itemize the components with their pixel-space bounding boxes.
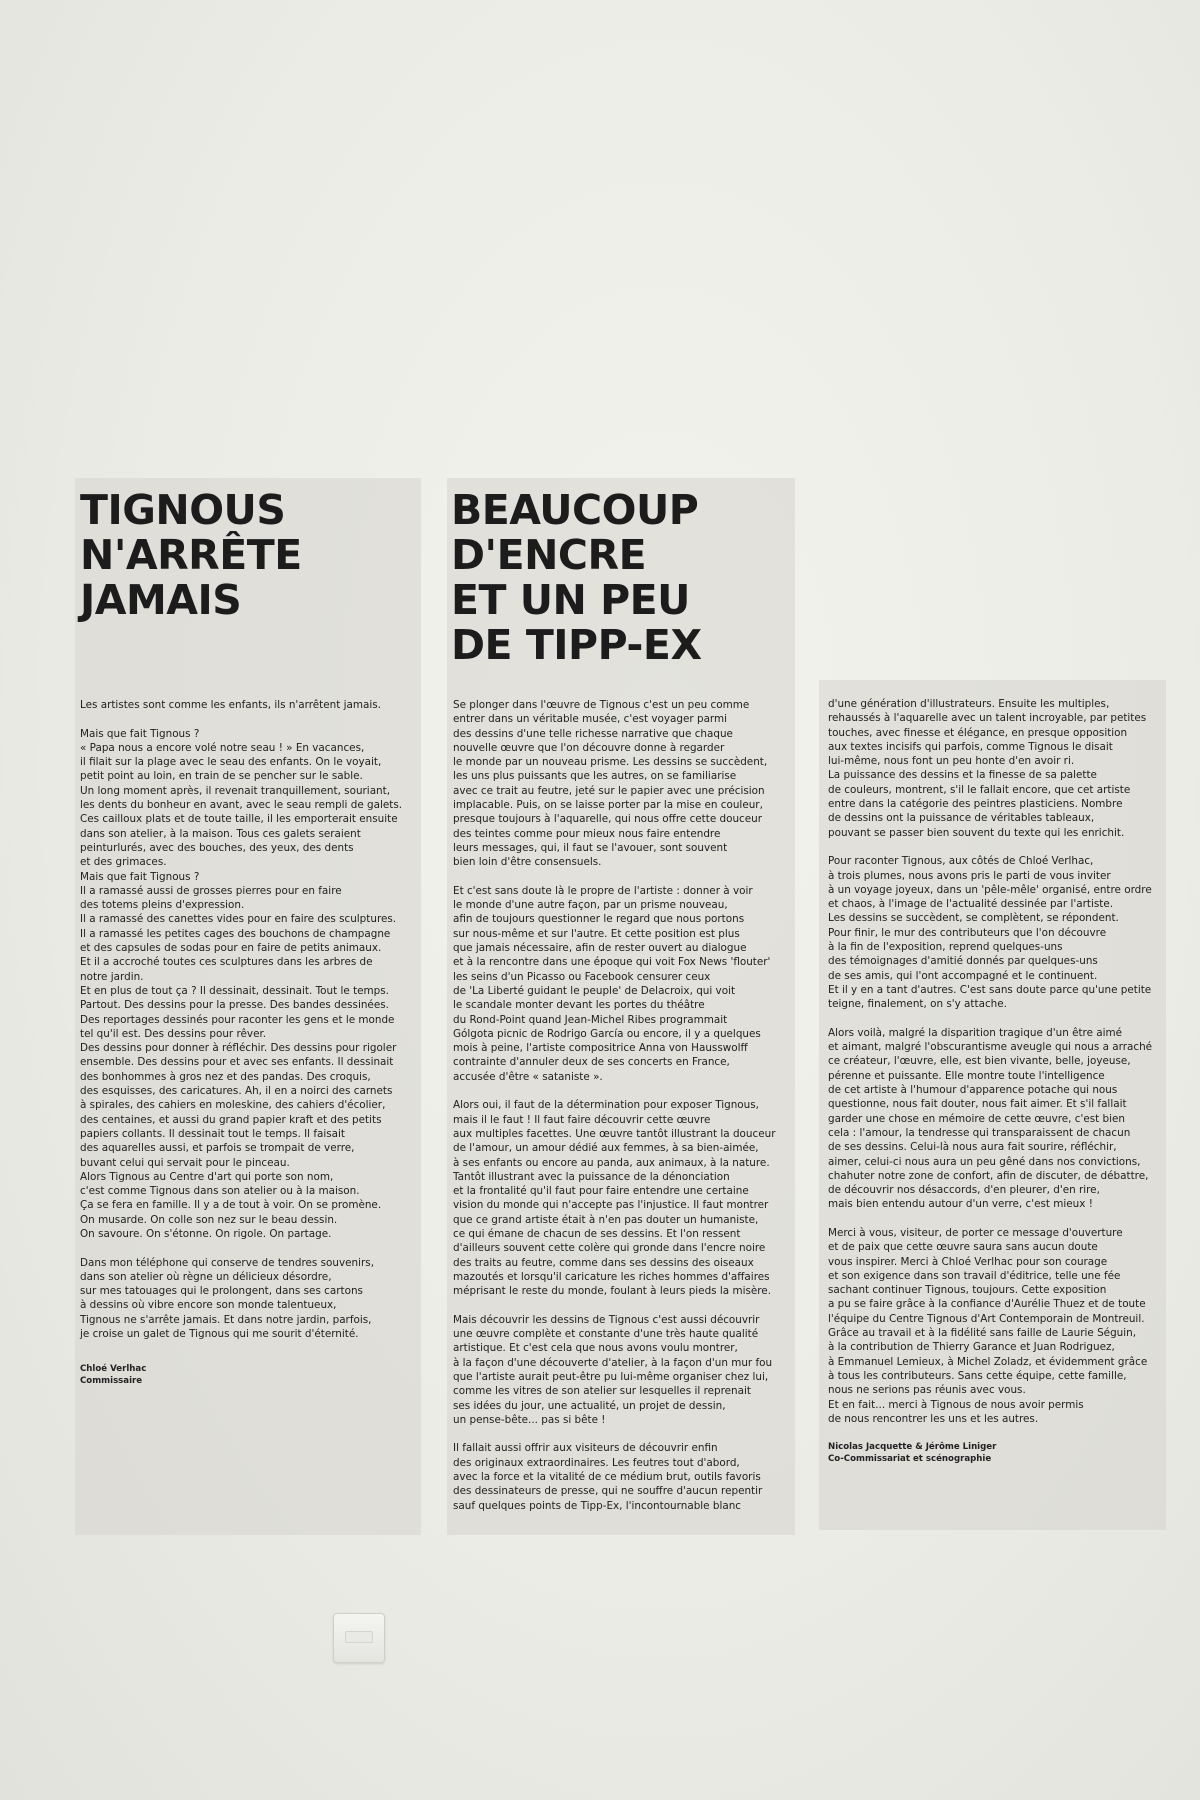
middle-heading: BEAUCOUP D'ENCRE ET UN PEU DE TIPP-EX (451, 486, 702, 669)
left-signature: Chloé Verlhac Commissaire (80, 1364, 147, 1386)
right-signature: Nicolas Jacquette & Jérôme Liniger Co-Commissariat et scénographie (828, 1442, 997, 1464)
left-body-text: Les artistes sont comme les enfants, ils n'arrêtent jamais. Mais que fait Tignous ? « Papa nous a encore volé notre seau ! » En vacances, il filait sur la plage avec le seau des enfants. On le voyait, petit point au loin, en train de se pencher sur le sable. Un long moment après, il revenait tranquillement, souriant, les dents du bonheur en avant, avec le seau rempli de galets. Ces cailloux plats et de toute taille, il les emporterait ensuite dans son atelier, à la maison. Tous ces galets seraient peinturlurés, avec des bouches, des yeux, des dents et des grimaces. Mais que fait Tignous ? Il a ramassé aussi de grosses pierres pour en faire des totems pleins d'expression. Il a ramassé des canettes vides pour en faire des sculptures. Il a ramassé les petites cages des bouchons de champagne et des capsules de sodas pour en faire de petits animaux. Et il a accroché toutes ces sculptures dans les arbres de notre jardin. Et en plus de tout ça ? Il dessinait, dessinait. Tout le temps. Partout. Des dessins pour la presse. Des bandes dessinées. Des reportages dessinés pour raconter les gens et le monde tel qu'il est. Des dessins pour rêver. Des dessins pour donner à réfléchir. Des dessins pour rigoler ensemble. Des dessins pour et avec ses enfants. Il dessinait des bonhommes à gros nez et des pandas. Des croquis, des esquisses, des caricatures. Ah, il en a noirci des carnets à spirales, des cahiers en moleskine, des cahiers d'écolier, des centaines, et aussi du grand papier kraft et des petits papiers collants. Il dessinait tout le temps. Il faisait des aquarelles aussi, et parfois se trompait de verre, buvant celui qui servait pour le pinceau. Alors Tignous au Centre d'art qui porte son nom, c'est comme Tignous dans son atelier ou à la maison. Ça se fera en famille. Il y a de tout à voir. On se promène. On musarde. On colle son nez sur le beau dessin. On savoure. On s'étonne. On rigole. On partage. Dans mon téléphone qui conserve de tendres souvenirs, dans son atelier où règne un délicieux désordre, sur mes tatouages qui le prolongent, dans ses cartons à dessins où vibre encore son monde talentueux, Tignous ne s'arrête jamais. Et dans notre jardin, parfois, je croise un galet de Tignous qui me sourit d'éternité. (80, 699, 403, 1341)
wall-outlet-plate (333, 1613, 385, 1663)
wall-outlet-slot (345, 1631, 373, 1643)
middle-body-text: Se plonger dans l'œuvre de Tignous c'est un peu comme entrer dans un véritable musée, c'est voyager parmi des dessins d'une telle richesse narrative que chaque nouvelle œuvre que l'on découvre donne à regarder le monde par un nouveau prisme. Les dessins se succèdent, les uns plus puissants que les autres, on se familiarise avec ce trait au feutre, jeté sur le papier avec une précision implacable. Puis, on se laisse porter par la mise en couleur, presque toujours à l'aquarelle, qui nous offre cette douceur des teintes comme pour mieux nous faire entendre leurs messages, qui, il faut se l'avouer, sont souvent bien loin d'être consensuels. Et c'est sans doute là le propre de l'artiste : donner à voir le monde d'une autre façon, par un prisme nouveau, afin de toujours questionner le regard que nous portons sur nous-même et sur l'autre. Et cette position est plus que jamais nécessaire, afin de rester ouvert au dialogue et à la rencontre dans une époque qui voit Fox News 'flouter' les seins d'un Picasso ou Facebook censurer ceux de 'La Liberté guidant le peuple' de Delacroix, qui voit le scandale monter devant les portes du théâtre du Rond-Point quand Jean-Michel Ribes programmait Gólgota picnic de Rodrigo García ou encore, il y a quelques mois à peine, l'artiste compositrice Anna von Hausswolff contrainte d'annuler deux de ses concerts en France, accusée d'être « sataniste ». Alors oui, il faut de la détermination pour exposer Tignous, mais il le faut ! Il faut faire découvrir cette œuvre aux multiples facettes. Une œuvre tantôt illustrant la douceur de l'amour, un amour dédié aux femmes, à sa bien-aimée, à ses enfants ou encore au panda, aux animaux, à la nature. Tantôt illustrant avec la puissance de la dénonciation et la frontalité qu'il faut pour faire entendre une certaine vision du monde qui n'accepte pas l'injustice. Il faut montrer que ce grand artiste était à n'en pas douter un humaniste, ce qui émane de chacun de ses dessins. Et l'on ressent d'ailleurs souvent cette colère qui gronde dans l'encre noire des traits au feutre, comme dans ses dessins des oiseaux mazoutés et lorsqu'il caricature les riches hommes d'affaires méprisant le reste du monde, foulant à leurs pieds la misère. Mais découvrir les dessins de Tignous c'est aussi découvrir une œuvre complète et constante d'une très haute qualité artistique. Et c'est cela que nous avons voulu montrer, à la façon d'une découverte d'atelier, à la façon d'un mur fou que l'artiste aurait peut-être pu lui-même organiser chez lui, comme les vitres de son atelier sur lesquelles il reprenait ses idées du jour, une actualité, un projet de dessin, un pense-bête... pas si bête ! Il fallait aussi offrir aux visiteurs de découvrir enfin des originaux extraordinaires. Les feutres tout d'abord, avec la force et la vitalité de ce médium brut, outils favoris des dessinateurs de presse, qui ne souffre d'aucun repentir sauf quelques points de Tipp-Ex, l'incontournable blanc (453, 699, 776, 1512)
right-body-text: d'une génération d'illustrateurs. Ensuite les multiples, rehaussés à l'aquarelle avec un talent incroyable, par petites touches, avec finesse et élégance, en presque opposition aux textes incisifs qui parfois, comme Tignous le disait lui-même, nous font un peu honte d'en avoir ri. La puissance des dessins et la finesse de sa palette de couleurs, montrent, s'il le fallait encore, que cet artiste entre dans la catégorie des peintres plasticiens. Nombre de dessins ont la puissance de véritables tableaux, pouvant se passer bien souvent du texte qui les enrichit. Pour raconter Tignous, aux côtés de Chloé Verlhac, à trois plumes, nous avons pris le parti de vous inviter à un voyage joyeux, dans un 'pêle-mêle' organisé, entre ordre et chaos, à l'image de l'actualité dessinée par l'artiste. Les dessins se succèdent, se complètent, se répondent. Pour finir, le mur des contributeurs que l'on découvre à la fin de l'exposition, reprend quelques-uns des témoignages d'amitié donnés par quelques-uns de ses amis, qui l'ont accompagné et le continuent. Et il y en a tant d'autres. C'est sans doute parce qu'une petite teigne, finalement, on s'y attache. Alors voilà, malgré la disparition tragique d'un être aimé et aimant, malgré l'obscurantisme aveugle qui nous a arraché ce créateur, l'œuvre, elle, est bien vivante, belle, joyeuse, pérenne et puissante. Elle montre toute l'intelligence de cet artiste à l'humour d'apparence potache qui nous questionne, nous fait douter, nous fait aimer. Et s'il fallait garder une chose en mémoire de cette œuvre, c'est bien cela : l'amour, la tendresse qui transparaissent de chacun de ses dessins. Celui-là nous aura fait sourire, réfléchir, aimer, celui-ci nous aura un peu gêné dans nos convictions, chahuter notre zone de confort, afin de discuter, de débattre, de découvrir nos désaccords, d'en pleurer, d'en rire, mais bien entendu autour d'un verre, c'est mieux ! Merci à vous, visiteur, de porter ce message d'ouverture et de paix que cette œuvre saura sans aucun doute vous inspirer. Merci à Chloé Verlhac pour son courage et son exigence dans son travail d'éditrice, telle une fée sachant continuer Tignous, toujours. Cette exposition a pu se faire grâce à la confiance d'Aurélie Thuez et de toute l'équipe du Centre Tignous d'Art Contemporain de Montreuil. Grâce au travail et à la fidélité sans faille de Laurie Séguin, à la contribution de Thierry Garance et Juan Rodriguez, à Emmanuel Lemieux, à Michel Zoladz, et évidemment grâce à tous les contributeurs. Sans cette équipe, cette famille, nous ne serions pas réunis avec vous. Et en fait... merci à Tignous de nous avoir permis de nous rencontrer les uns et les autres. (828, 698, 1153, 1425)
left-heading: TIGNOUS N'ARRÊTE JAMAIS (80, 486, 302, 624)
